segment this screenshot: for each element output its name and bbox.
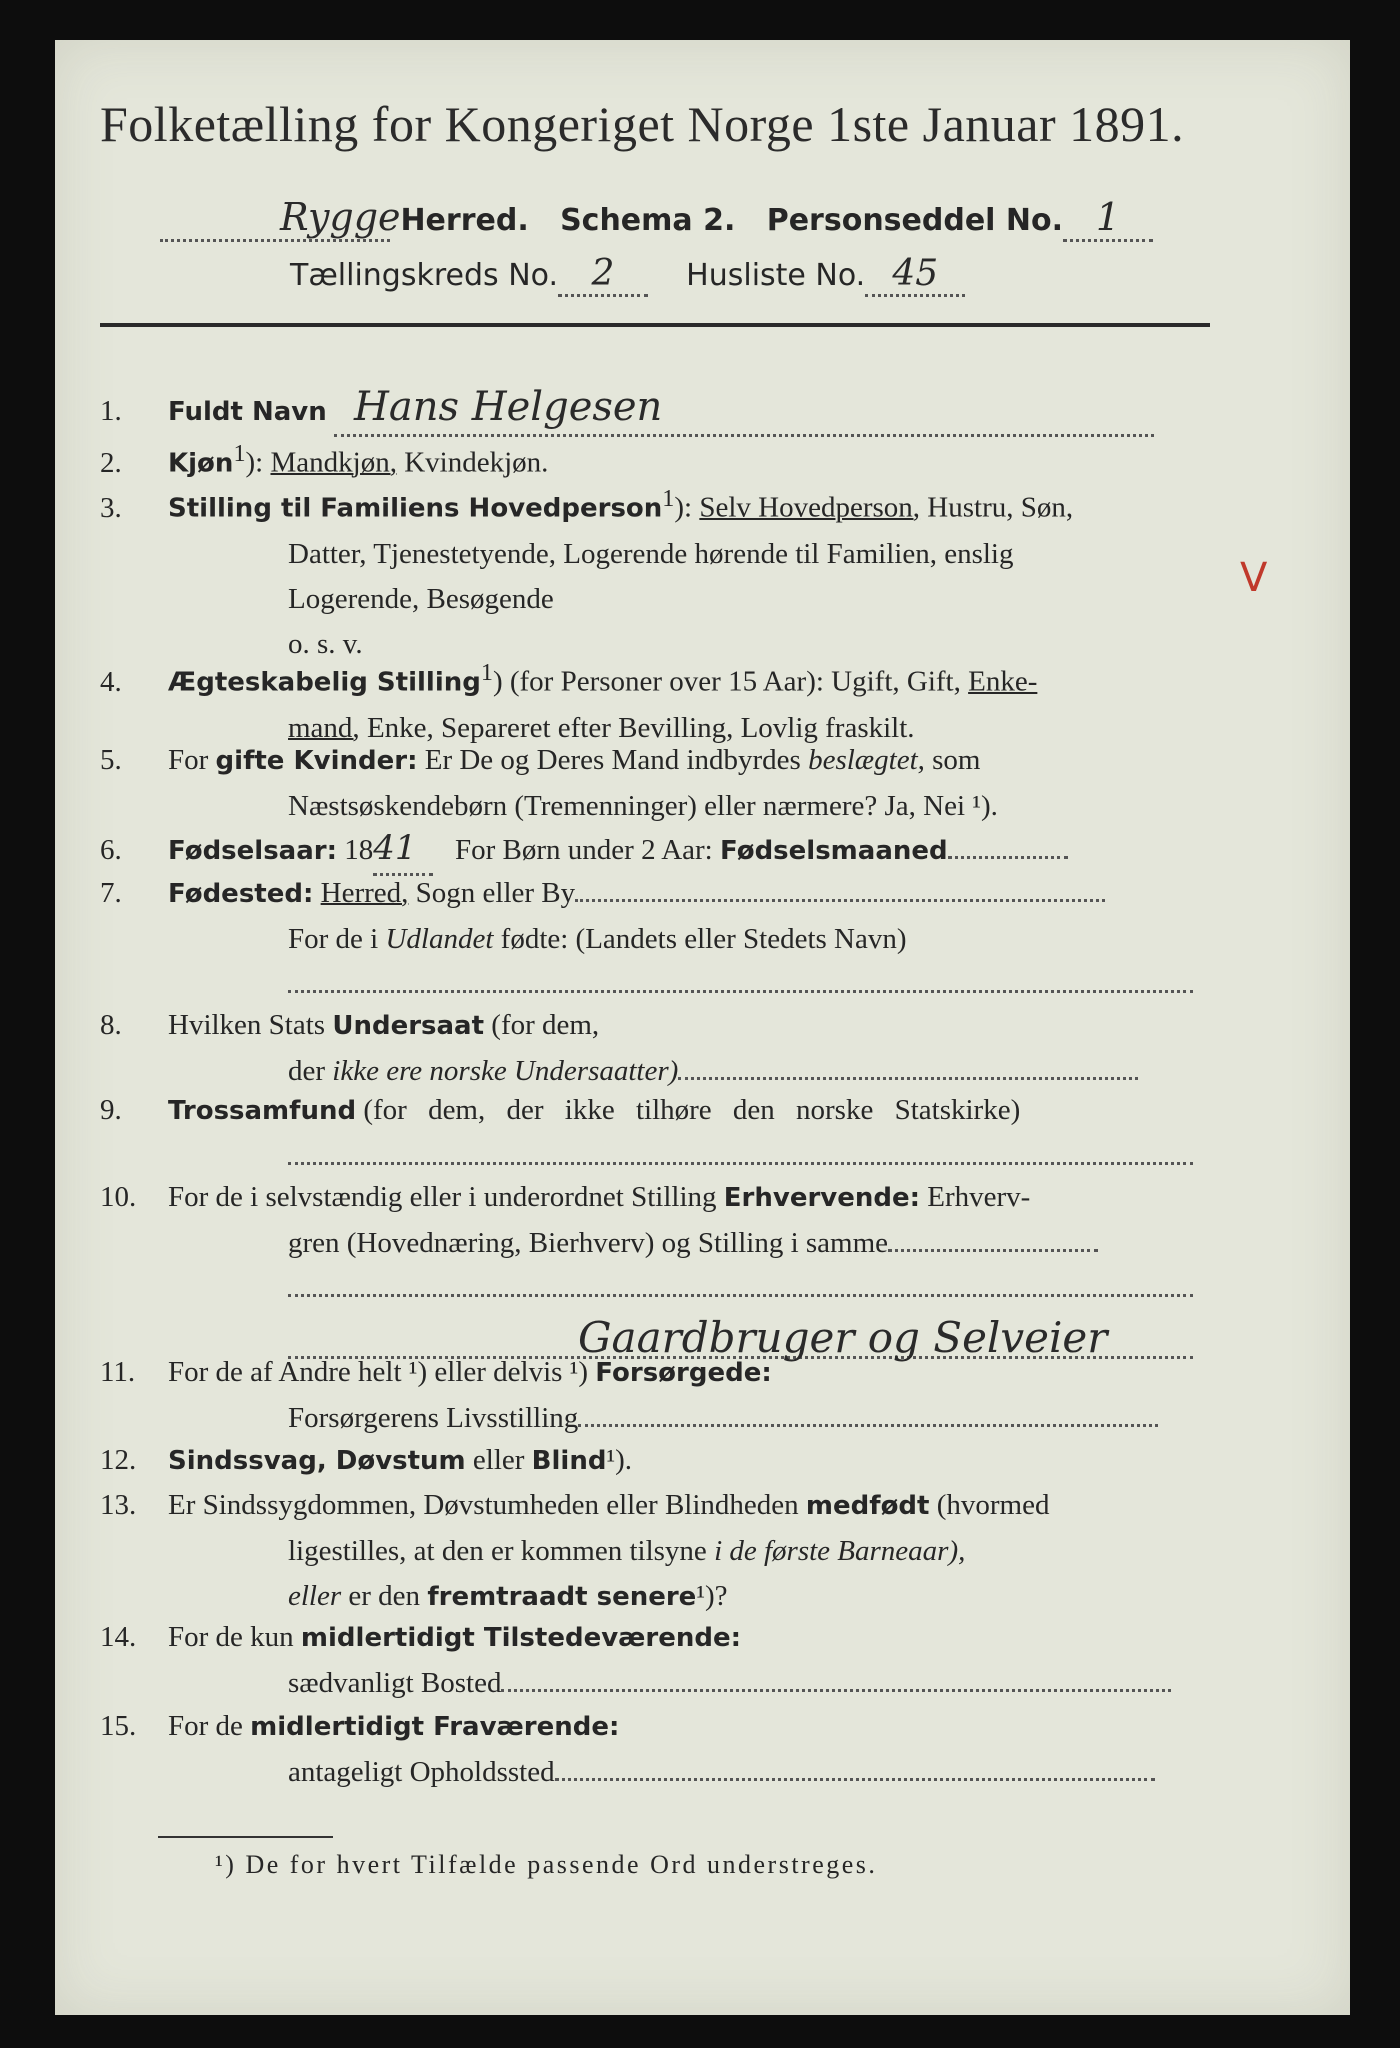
header-line-2 <box>290 253 965 297</box>
q11-line2: Forsørgerens Livsstilling <box>288 1402 579 1434</box>
header-rule <box>100 323 1210 327</box>
q13-label: medfødt <box>805 1491 930 1521</box>
q11-field <box>578 1424 1158 1427</box>
q3-line4: o. s. v. <box>288 627 363 660</box>
q14-line2: sædvanligt Bosted <box>288 1667 502 1699</box>
q12-number: 12. <box>100 1444 137 1476</box>
form-title: Folketælling for Kongeriget Norge 1ste Januar 1891. <box>100 96 1185 152</box>
q14-pre: For de kun <box>168 1621 294 1653</box>
q11-number: 11. <box>100 1356 136 1388</box>
q2-footnote-ref: 1 <box>233 440 246 467</box>
q7-option-selected: Herred, <box>320 877 409 909</box>
q7-foreign-field <box>288 990 1193 993</box>
q3-line1-rest: Hustru, Søn, <box>927 491 1074 524</box>
q15-label: midlertidigt Fraværende: <box>250 1712 620 1742</box>
q7-line2-italic: Udlandet <box>385 923 494 955</box>
q13-line3-mid: er den <box>348 1580 421 1612</box>
q4-line2-rest: Enke, Separeret efter Bevilling, Lovlig fraskilt. <box>366 711 915 744</box>
q13-pre: Er Sindssygdommen, Døvstumheden eller Blindheden <box>168 1489 799 1521</box>
q7-rest: Sogn eller By <box>415 877 576 909</box>
q13-line2-italic: i de første Barneaar), <box>714 1535 966 1567</box>
herred-value: Rygge <box>280 195 401 239</box>
q10-end: Erhverv- <box>927 1181 1031 1213</box>
q10-label: Erhvervende: <box>723 1183 921 1213</box>
q13-line3-end: ¹)? <box>696 1580 728 1612</box>
personseddel-value: 1 <box>1095 195 1121 239</box>
question-5 <box>100 738 1215 829</box>
q12-label: Sindssvag, Døvstum <box>168 1446 466 1476</box>
schema-label: Schema 2. <box>560 203 736 238</box>
q6-year-field <box>373 826 433 876</box>
q15-pre: For de <box>168 1710 243 1742</box>
q1-number: 1. <box>100 395 122 427</box>
q7-number: 7. <box>100 877 122 909</box>
kreds-field <box>558 253 648 297</box>
personseddel-field <box>1063 195 1153 242</box>
q14-field <box>501 1689 1171 1692</box>
question-8 <box>100 1003 1215 1094</box>
q10-line2: gren (Hovednæring, Bierhverv) og Stilling i samme <box>288 1227 889 1259</box>
q10-field-2 <box>288 1294 1193 1297</box>
q12-mid: eller <box>472 1444 525 1476</box>
q15-number: 15. <box>100 1710 137 1742</box>
q10-pre: For de i selvstændig eller i underordnet Stilling <box>168 1181 717 1213</box>
q5-italic: beslægtet, <box>808 744 925 776</box>
q4-footnote-ref: 1 <box>480 659 493 686</box>
personseddel-label: Personseddel No. <box>766 203 1064 238</box>
q3-number: 3. <box>100 491 122 524</box>
q5-line1-rest: Er De og Deres Mand indbyrdes <box>424 744 801 776</box>
q3-footnote-ref: 1 <box>662 485 675 512</box>
q3-line2: Datter, Tjenestetyende, Logerende hørende til Familien, enslig <box>288 537 1014 570</box>
question-12 <box>100 1438 1215 1484</box>
q5-pre: For <box>168 744 209 776</box>
q6-year-value: 41 <box>373 828 417 868</box>
kreds-value: 2 <box>591 253 615 294</box>
q14-number: 14. <box>100 1621 137 1653</box>
q7-label: Fødested: <box>168 879 314 909</box>
q11-label: Forsørgede: <box>595 1358 772 1388</box>
q13-line3-italic: eller <box>288 1580 342 1612</box>
q15-line2: antageligt Opholdssted <box>288 1756 555 1788</box>
question-15 <box>100 1704 1215 1795</box>
q5-number: 5. <box>100 744 122 776</box>
q8-line2-italic: ikke ere norske Undersaatter) <box>332 1055 679 1087</box>
q13-line2-pre: ligestilles, at den er kommen tilsyne <box>288 1535 707 1567</box>
question-1 <box>100 385 1215 437</box>
husliste-value: 45 <box>892 253 939 294</box>
question-13 <box>100 1483 1215 1620</box>
q7-line2-post: fødte: (Landets eller Stedets Navn) <box>500 923 907 955</box>
q10-occupation-value: Gaardbruger og Selveier <box>578 1313 1108 1362</box>
q11-pre: For de af Andre helt ¹) eller delvis ¹) <box>168 1356 589 1388</box>
question-2: 2. Kjøn$^1$): Mandkjøn, Kvindekjøn. <box>100 431 1215 487</box>
question-10 <box>100 1175 1215 1361</box>
herred-field <box>160 195 401 242</box>
question-9 <box>100 1088 1215 1179</box>
question-6 <box>100 826 1215 876</box>
q12-end: ¹). <box>606 1444 633 1476</box>
q9-number: 9. <box>100 1094 122 1126</box>
q7-line2-pre: For de i <box>288 923 379 955</box>
q1-field <box>334 385 1154 437</box>
q8-line2-pre: der <box>288 1055 326 1087</box>
footnote: ¹) De for hvert Tilfælde passende Ord understreges. <box>215 1850 878 1879</box>
q13-number: 13. <box>100 1489 137 1521</box>
q13-line3-label: fremtraadt senere <box>427 1582 697 1612</box>
q4-label: Ægteskabelig Stilling <box>168 667 481 698</box>
q6-number: 6. <box>100 834 122 866</box>
q5-label: gifte Kvinder: <box>215 746 418 776</box>
q8-rest: (for dem, <box>491 1009 600 1041</box>
q13-end: (hvormed <box>936 1489 1050 1521</box>
q3-label: Stilling til Familiens Hovedperson <box>168 493 663 524</box>
q4-number: 4. <box>100 665 122 698</box>
q4-option-selected-a: Enke- <box>968 665 1038 698</box>
q12-label2: Blind <box>531 1446 607 1476</box>
q8-label: Undersaat <box>332 1011 485 1041</box>
herred-label: Herred. <box>400 203 529 238</box>
q5-line2: Næstsøskendebørn (Tremenninger) eller nærmere? Ja, Nei ¹). <box>288 790 998 822</box>
q8-field <box>678 1077 1138 1080</box>
q2-number: 2. <box>100 446 122 479</box>
q8-pre: Hvilken Stats <box>168 1009 326 1041</box>
check-mark: V <box>1240 555 1268 601</box>
q15-field <box>555 1778 1155 1781</box>
header-line-1 <box>160 195 1153 242</box>
q1-name-value: Hans Helgesen <box>354 384 663 430</box>
q3-option-selected: Selv Hovedperson, <box>699 491 921 524</box>
question-11 <box>100 1350 1215 1441</box>
q5-end: som <box>932 744 981 776</box>
footnote-rule <box>158 1836 333 1838</box>
q14-label: midlertidigt Tilstedeværende: <box>300 1623 742 1653</box>
q2-label: Kjøn <box>168 448 234 479</box>
q6-mid: For Børn under 2 Aar: <box>455 834 713 866</box>
question-3: 3. Stilling til Familiens Hovedperson$^1$): Selv Hovedperson, Hustru, Søn, Datter, Tjenestetyende, Logerende hørende til Familien, enslig Logerende, Besøgende o. s. v. <box>100 476 1215 667</box>
q1-label: Fuldt Navn <box>168 397 327 427</box>
question-4: 4. Ægteskabelig Stilling$^1$) (for Personer over 15 Aar): Ugift, Gift, Enke- mand, Enke, Separeret efter Bevilling, Lovlig fraskilt. <box>100 659 1038 744</box>
husliste-field <box>865 253 965 297</box>
q9-label: Trossamfund <box>168 1096 357 1126</box>
q4-line1-rest: (for Personer over 15 Aar): Ugift, Gift, <box>509 665 961 698</box>
q4-option-selected-b: mand, <box>288 711 360 744</box>
q8-number: 8. <box>100 1009 122 1041</box>
q2-option: Kvindekjøn. <box>404 446 549 479</box>
question-14 <box>100 1615 1215 1706</box>
kreds-label: Tællingskreds No. <box>290 258 558 293</box>
question-7 <box>100 871 1215 1007</box>
q9-rest: (for dem, der ikke tilhøre den norske Statskirke) <box>363 1094 1021 1126</box>
q10-number: 10. <box>100 1181 137 1213</box>
q6-prefix: 18 <box>344 834 374 866</box>
q6-month-field <box>948 856 1068 859</box>
q9-field <box>288 1162 1193 1165</box>
q7-field <box>575 899 1105 902</box>
q6-label2: Fødselsmaaned <box>720 836 948 866</box>
husliste-label: Husliste No. <box>686 258 866 293</box>
q2-option-selected: Mandkjøn, <box>270 446 397 479</box>
q6-label: Fødselsaar: <box>168 836 337 866</box>
q3-line3: Logerende, Besøgende <box>288 582 554 615</box>
q10-field-1 <box>888 1249 1098 1252</box>
